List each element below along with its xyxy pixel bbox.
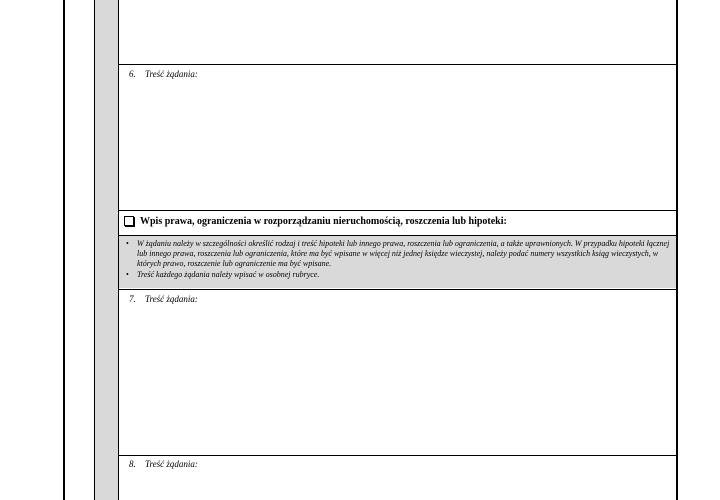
field-number: 7. (129, 294, 136, 304)
field-number: 6. (129, 69, 136, 79)
field-6-input[interactable] (119, 65, 676, 210)
section-heading (122, 213, 676, 229)
field-label-text: Treść żądania: (145, 69, 198, 79)
form-margin-column (94, 0, 119, 500)
form-left-border (63, 0, 65, 500)
instruction-item: • W żądaniu należy w szczególności określić rodzaj i treść hipoteki lub innego prawa, roszczenia lub ograniczenia, a także uprawnionych. W przypadku hipoteki łącznej lub innego prawa, roszczenia lub ograniczenia, które ma być wpisane w więcej niż jednej księdze wieczystej, należy podać numery wszystkich ksiąg wieczystych, w których prawo, roszczenie lub ograniczenie ma być wpisane. (125, 239, 672, 270)
field-8-input[interactable] (119, 456, 676, 500)
section-title-text: Wpis prawa, ograniczenia w rozporządzaniu nieruchomością, roszczenia lub hipoteki: (140, 215, 507, 227)
checkbox-icon[interactable] (124, 216, 134, 226)
form-right-border (676, 0, 678, 500)
instructions-box (119, 236, 676, 288)
instruction-item: • Treść każdego żądania należy wpisać w osobnej rubryce. (125, 270, 672, 280)
field-label-text: Treść żądania: (145, 294, 198, 304)
field-7-input[interactable] (119, 290, 676, 455)
field-label-text: Treść żądania: (145, 459, 198, 469)
field-number: 8. (129, 459, 136, 469)
field-divider (119, 210, 677, 211)
